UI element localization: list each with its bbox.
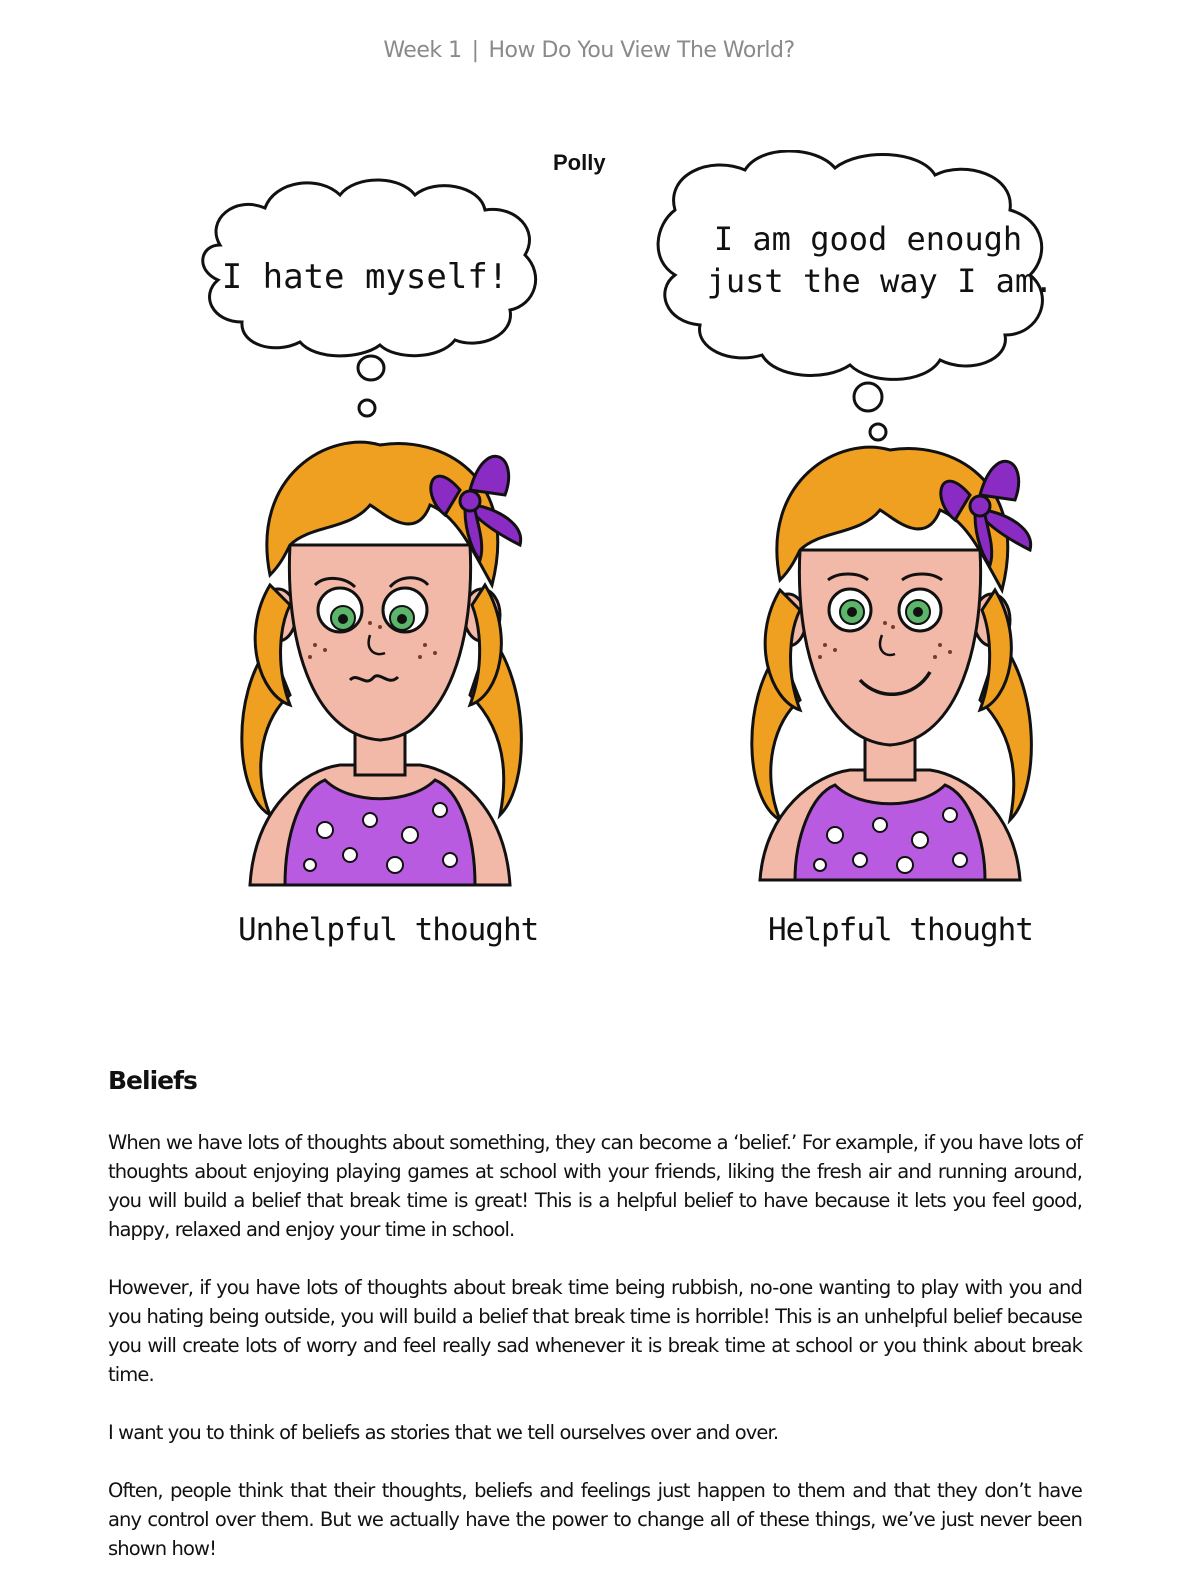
section-title: Beliefs: [108, 1066, 197, 1095]
polly-illustration: [150, 150, 1130, 890]
thought-text-right-line1: I am good enough: [713, 220, 1023, 258]
paragraph: However, if you have lots of thoughts about break time being rubbish, no-one wanting to play with you and you hating being outside, you will build a belief that break time is horrible! This is an unhelpful belief because you will create lots of worry and feel really sad whenever it is break time at school or you think about break time.: [108, 1276, 1082, 1386]
thought-cloud-left: [203, 180, 536, 416]
polly-happy: [752, 447, 1032, 880]
paragraph: When we have lots of thoughts about something, they can become a ‘belief.’ For example, if you have lots of thoughts about enjoying playing games at school with your friends, liking the fresh air and running around, you will build a belief that break time is great! This is a helpful belief to have because it lets you feel good, happy, relaxed and enjoy your time in school.: [108, 1131, 1082, 1241]
caption-helpful: Helpful thought: [768, 912, 1033, 948]
body-text: [108, 1128, 1082, 1592]
polly-sad: [242, 442, 522, 885]
thought-cloud-right: [658, 151, 1053, 440]
character-name: Polly: [553, 150, 606, 175]
caption-unhelpful: Unhelpful thought: [238, 912, 539, 948]
paragraph: I want you to think of beliefs as stories that we tell ourselves over and over.: [108, 1421, 779, 1444]
page-header: [0, 38, 1178, 63]
week-label: Week 1: [383, 38, 462, 63]
thought-text-left: I hate myself!: [221, 257, 509, 297]
thought-text-right-line2: just the way I am.: [706, 262, 1054, 300]
header-separator: |: [471, 38, 479, 63]
chapter-title: How Do You View The World?: [488, 38, 795, 63]
paragraph: Often, people think that their thoughts, beliefs and feelings just happen to them and that they don’t have any control over them. But we actually have the power to change all of these things, we’ve just never been shown how!: [108, 1479, 1082, 1560]
